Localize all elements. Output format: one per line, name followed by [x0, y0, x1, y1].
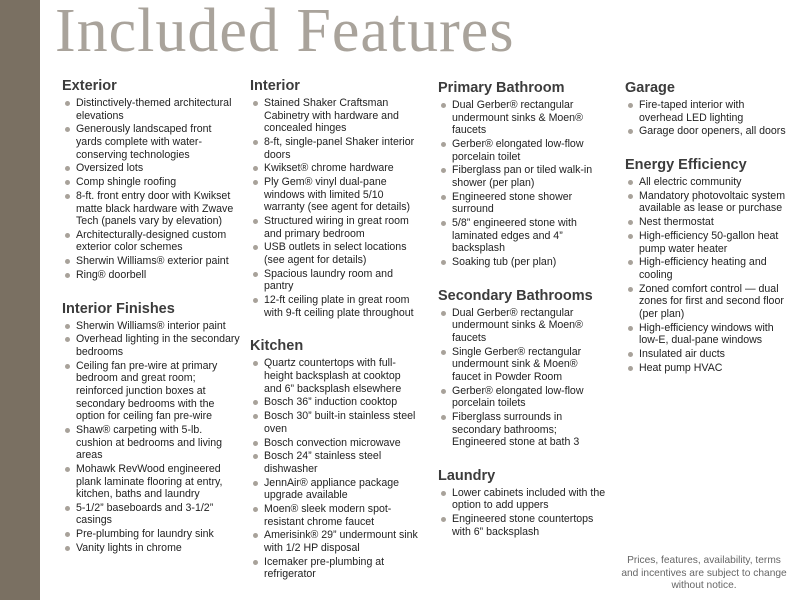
- feature-item: Engineered stone shower surround: [438, 191, 608, 216]
- feature-item: High-efficiency heating and cooling: [625, 256, 791, 281]
- feature-item: Bosch 30” built-in stainless steel oven: [250, 410, 420, 435]
- column-4: [625, 79, 791, 392]
- feature-item: Pre-plumbing for laundry sink: [62, 528, 240, 541]
- section-heading-laundry: Laundry: [438, 467, 496, 484]
- feature-item: Comp shingle roofing: [62, 176, 240, 189]
- feature-item: Sherwin Williams® interior paint: [62, 320, 240, 333]
- feature-item: Insulated air ducts: [625, 348, 791, 361]
- feature-item: Nest thermostat: [625, 216, 791, 229]
- feature-item: Bosch 36” induction cooktop: [250, 396, 420, 409]
- section-secondary-bathrooms: [438, 287, 608, 449]
- feature-item: Engineered stone countertops with 6” backsplash: [438, 513, 608, 538]
- feature-item: Dual Gerber® rectangular undermount sinks & Moen® faucets: [438, 99, 608, 137]
- feature-item: Single Gerber® rectangular undermount sink & Moen® faucet in Powder Room: [438, 346, 608, 384]
- disclaimer-text: Prices, features, availability, terms and incentives are subject to change without notice.: [621, 555, 787, 591]
- feature-item: Vanity lights in chrome: [62, 542, 240, 555]
- feature-list-secondary-bathrooms: [438, 307, 608, 449]
- feature-item: Icemaker pre-plumbing at refrigerator: [250, 556, 420, 581]
- feature-item: Oversized lots: [62, 162, 240, 175]
- feature-item: Stained Shaker Craftsman Cabinetry with hardware and concealed hinges: [250, 97, 420, 135]
- section-heading-exterior: Exterior: [62, 78, 117, 94]
- feature-item: 12-ft ceiling plate in great room with 9-ft ceiling plate throughout: [250, 294, 420, 319]
- feature-item: All electric community: [625, 176, 791, 189]
- feature-item: Sherwin Williams® exterior paint: [62, 255, 240, 268]
- feature-item: Fire-taped interior with overhead LED lighting: [625, 99, 791, 124]
- feature-list-laundry: [438, 487, 608, 539]
- feature-list-exterior: [62, 97, 240, 282]
- feature-item: Bosch 24” stainless steel dishwasher: [250, 450, 420, 475]
- feature-item: High-efficiency windows with low-E, dual-pane windows: [625, 322, 791, 347]
- section-interior-finishes: [62, 300, 240, 555]
- feature-item: JennAir® appliance package upgrade available: [250, 477, 420, 502]
- feature-item: Moen® sleek modern spot-resistant chrome faucet: [250, 503, 420, 528]
- side-accent-bar: [0, 0, 40, 600]
- feature-item: Mohawk RevWood engineered plank laminate flooring at entry, kitchen, baths and laundry: [62, 463, 240, 501]
- feature-item: Amerisink® 29” undermount sink with 1/2 HP disposal: [250, 529, 420, 554]
- feature-item: Shaw® carpeting with 5-lb. cushion at bedrooms and living areas: [62, 424, 240, 462]
- feature-list-kitchen: [250, 357, 420, 581]
- section-heading-secondary-bathrooms: Secondary Bathrooms: [438, 287, 593, 304]
- feature-item: Dual Gerber® rectangular undermount sinks & Moen® faucets: [438, 307, 608, 345]
- section-interior: [250, 77, 420, 319]
- section-heading-garage: Garage: [625, 80, 675, 96]
- feature-item: Mandatory photovoltaic system available as lease or purchase: [625, 190, 791, 215]
- feature-item: Architecturally-designed custom exterior color schemes: [62, 229, 240, 254]
- feature-item: Generously landscaped front yards complete with water-conserving technologies: [62, 123, 240, 161]
- feature-item: Ceiling fan pre-wire at primary bedroom and great room; reinforced junction boxes at secondary bedrooms with the option for ceiling fan pre-wire: [62, 360, 240, 423]
- feature-item: Garage door openers, all doors: [625, 125, 791, 138]
- section-heading-primary-bathroom: Primary Bathroom: [438, 80, 565, 96]
- feature-item: Distinctively-themed architectural elevations: [62, 97, 240, 122]
- section-laundry: [438, 467, 608, 539]
- section-heading-interior-finishes: Interior Finishes: [62, 300, 175, 317]
- column-1: [62, 77, 240, 573]
- feature-item: Bosch convection microwave: [250, 437, 420, 450]
- section-heading-kitchen: Kitchen: [250, 338, 304, 355]
- feature-item: Soaking tub (per plan): [438, 256, 608, 269]
- feature-item: Quartz countertops with full-height backsplash at cooktop and 6” backsplash elsewhere: [250, 357, 420, 395]
- feature-item: 5/8” engineered stone with laminated edges and 4” backsplash: [438, 217, 608, 255]
- feature-item: 5-1/2” baseboards and 3-1/2” casings: [62, 502, 240, 527]
- feature-item: Ring® doorbell: [62, 269, 240, 282]
- feature-item: Heat pump HVAC: [625, 362, 791, 375]
- feature-item: Gerber® elongated low-flow porcelain toilet: [438, 138, 608, 163]
- column-3: [438, 79, 608, 556]
- feature-item: Lower cabinets included with the option to add uppers: [438, 487, 608, 512]
- section-heading-interior: Interior: [250, 78, 300, 94]
- feature-item: Zoned comfort control — dual zones for first and second floor (per plan): [625, 283, 791, 321]
- feature-item: Spacious laundry room and pantry: [250, 268, 420, 293]
- section-energy-efficiency: [625, 156, 791, 374]
- feature-list-garage: [625, 99, 791, 138]
- section-primary-bathroom: [438, 79, 608, 269]
- section-kitchen: [250, 337, 420, 581]
- feature-item: Kwikset® chrome hardware: [250, 162, 420, 175]
- feature-item: 8-ft. front entry door with Kwikset matte black hardware with Zwave Tech (panels vary by elevation): [62, 190, 240, 228]
- column-2: [250, 77, 420, 599]
- feature-list-interior-finishes: [62, 320, 240, 555]
- feature-item: Overhead lighting in the secondary bedrooms: [62, 333, 240, 358]
- feature-item: Ply Gem® vinyl dual-pane windows with limited 5/10 warranty (see agent for details): [250, 176, 420, 214]
- page-title: Included Features: [55, 0, 515, 65]
- feature-item: High-efficiency 50-gallon heat pump water heater: [625, 230, 791, 255]
- feature-item: USB outlets in select locations (see agent for details): [250, 241, 420, 266]
- section-garage: [625, 79, 791, 138]
- feature-item: Fiberglass pan or tiled walk-in shower (per plan): [438, 164, 608, 189]
- feature-item: Structured wiring in great room and primary bedroom: [250, 215, 420, 240]
- feature-item: 8-ft, single-panel Shaker interior doors: [250, 136, 420, 161]
- section-heading-energy-efficiency: Energy Efficiency: [625, 156, 747, 173]
- feature-item: Fiberglass surrounds in secondary bathrooms; Engineered stone at bath 3: [438, 411, 608, 449]
- feature-list-energy-efficiency: [625, 176, 791, 374]
- feature-list-primary-bathroom: [438, 99, 608, 269]
- feature-item: Gerber® elongated low-flow porcelain toilets: [438, 385, 608, 410]
- feature-list-interior: [250, 97, 420, 319]
- section-exterior: [62, 77, 240, 282]
